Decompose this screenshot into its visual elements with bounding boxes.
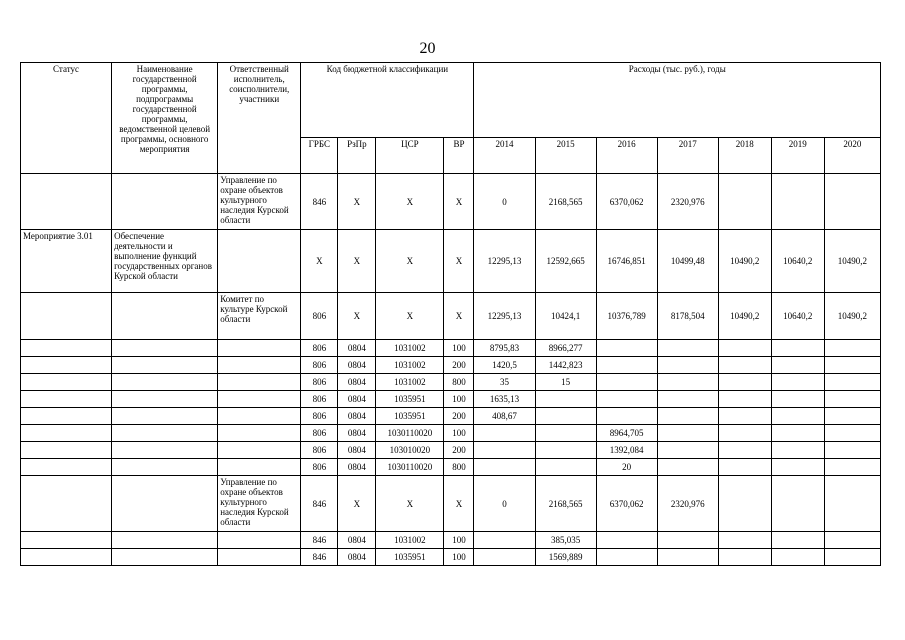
- table-cell: 0: [474, 174, 535, 230]
- table-cell: 1031002: [376, 532, 444, 549]
- table-cell: [771, 374, 824, 391]
- table-cell: 1031002: [376, 357, 444, 374]
- table-cell: [657, 425, 718, 442]
- table-cell: 8795,83: [474, 340, 535, 357]
- table-row: [21, 340, 881, 357]
- table-cell: 806: [301, 425, 338, 442]
- table-cell: 1030110020: [376, 459, 444, 476]
- table-cell: [718, 459, 771, 476]
- table-row: [21, 476, 881, 532]
- table-row: [21, 293, 881, 340]
- name-cell: [112, 408, 218, 425]
- table-cell: [535, 408, 596, 425]
- table-cell: [824, 357, 880, 374]
- table-cell: X: [444, 230, 474, 293]
- table-cell: X: [338, 293, 376, 340]
- table-cell: 2320,976: [657, 476, 718, 532]
- table-cell: X: [444, 476, 474, 532]
- table-cell: [535, 425, 596, 442]
- table-cell: [718, 442, 771, 459]
- table-cell: [657, 357, 718, 374]
- table-cell: 1035951: [376, 391, 444, 408]
- table-row: [21, 408, 881, 425]
- executor-cell: Управление по охране объектов культурного наследия Курской области: [218, 476, 301, 532]
- table-cell: 806: [301, 391, 338, 408]
- table-cell: 0804: [338, 549, 376, 566]
- name-cell: [112, 293, 218, 340]
- table-cell: 10490,2: [824, 293, 880, 340]
- subheader-cell: 2017: [657, 138, 718, 174]
- table-cell: 100: [444, 425, 474, 442]
- table-cell: X: [444, 174, 474, 230]
- table-cell: 806: [301, 293, 338, 340]
- executor-cell: [218, 442, 301, 459]
- table-cell: [771, 425, 824, 442]
- table-cell: 1569,889: [535, 549, 596, 566]
- table-cell: [824, 408, 880, 425]
- executor-cell: [218, 425, 301, 442]
- subheader-cell: ЦСР: [376, 138, 444, 174]
- table-cell: 2320,976: [657, 174, 718, 230]
- table-cell: 1035951: [376, 408, 444, 425]
- name-cell: [112, 549, 218, 566]
- table-cell: [535, 391, 596, 408]
- table-cell: [718, 174, 771, 230]
- table-cell: 8964,705: [596, 425, 657, 442]
- table-cell: 1030110020: [376, 425, 444, 442]
- status-cell: [21, 408, 112, 425]
- table-cell: [657, 408, 718, 425]
- table-cell: [824, 374, 880, 391]
- status-cell: Мероприятие 3.01: [21, 230, 112, 293]
- table-cell: 200: [444, 408, 474, 425]
- table-cell: 6370,062: [596, 174, 657, 230]
- table-cell: 408,67: [474, 408, 535, 425]
- name-cell: [112, 459, 218, 476]
- table-cell: 846: [301, 174, 338, 230]
- table-cell: [771, 532, 824, 549]
- table-cell: [535, 442, 596, 459]
- table-row: [21, 425, 881, 442]
- header-expenses: Расходы (тыс. руб.), годы: [474, 63, 881, 138]
- table-cell: [824, 549, 880, 566]
- executor-cell: [218, 230, 301, 293]
- header-row: [21, 63, 881, 138]
- table-cell: X: [376, 174, 444, 230]
- table-cell: 200: [444, 442, 474, 459]
- table-cell: 0804: [338, 340, 376, 357]
- table-cell: 0804: [338, 442, 376, 459]
- header-executor: Ответственный исполнитель, соисполнители, участники: [218, 63, 301, 174]
- table-cell: 800: [444, 459, 474, 476]
- table-cell: [657, 549, 718, 566]
- table-cell: [718, 340, 771, 357]
- status-cell: [21, 391, 112, 408]
- table-cell: 16746,851: [596, 230, 657, 293]
- table-row: [21, 230, 881, 293]
- table-cell: [771, 459, 824, 476]
- table-cell: [596, 340, 657, 357]
- budget-table: [20, 62, 881, 566]
- table-row: [21, 391, 881, 408]
- table-cell: 10640,2: [771, 293, 824, 340]
- table-cell: [474, 425, 535, 442]
- table-cell: X: [338, 476, 376, 532]
- table-cell: [596, 391, 657, 408]
- name-cell: [112, 174, 218, 230]
- table-cell: 103010020: [376, 442, 444, 459]
- table-cell: 100: [444, 532, 474, 549]
- table-cell: 10424,1: [535, 293, 596, 340]
- table-cell: [824, 532, 880, 549]
- executor-cell: [218, 391, 301, 408]
- status-cell: [21, 374, 112, 391]
- name-cell: [112, 340, 218, 357]
- table-cell: [824, 442, 880, 459]
- table-cell: [771, 549, 824, 566]
- table-cell: X: [444, 293, 474, 340]
- subheader-cell: 2014: [474, 138, 535, 174]
- table-cell: [771, 174, 824, 230]
- table-cell: [771, 391, 824, 408]
- table-cell: 12295,13: [474, 230, 535, 293]
- status-cell: [21, 442, 112, 459]
- table-row: [21, 549, 881, 566]
- table-cell: [596, 532, 657, 549]
- table-cell: 806: [301, 374, 338, 391]
- executor-cell: [218, 340, 301, 357]
- executor-cell: [218, 459, 301, 476]
- table-cell: 0804: [338, 408, 376, 425]
- status-cell: [21, 425, 112, 442]
- executor-cell: [218, 374, 301, 391]
- header-status: Статус: [21, 63, 112, 174]
- table-cell: 0804: [338, 357, 376, 374]
- table-cell: [824, 476, 880, 532]
- subheader-cell: 2015: [535, 138, 596, 174]
- table-cell: 385,035: [535, 532, 596, 549]
- status-cell: [21, 459, 112, 476]
- table-cell: 846: [301, 532, 338, 549]
- table-cell: [718, 357, 771, 374]
- table-cell: 806: [301, 408, 338, 425]
- table-cell: 846: [301, 476, 338, 532]
- table-cell: 0804: [338, 391, 376, 408]
- executor-cell: Комитет по культуре Курской области: [218, 293, 301, 340]
- executor-cell: [218, 549, 301, 566]
- table-cell: [718, 408, 771, 425]
- name-cell: [112, 532, 218, 549]
- table-cell: [718, 391, 771, 408]
- subheader-cell: ГРБС: [301, 138, 338, 174]
- table-cell: [718, 425, 771, 442]
- table-cell: X: [376, 476, 444, 532]
- table-cell: 200: [444, 357, 474, 374]
- table-cell: [771, 408, 824, 425]
- table-cell: [718, 549, 771, 566]
- table-cell: 100: [444, 340, 474, 357]
- table-row: [21, 532, 881, 549]
- name-cell: Обеспечение деятельности и выполнение функций государственных органов Курской области: [112, 230, 218, 293]
- table-cell: [535, 459, 596, 476]
- table-cell: 10490,2: [718, 293, 771, 340]
- table-cell: 100: [444, 391, 474, 408]
- table-cell: 35: [474, 374, 535, 391]
- table-cell: [718, 374, 771, 391]
- executor-cell: [218, 357, 301, 374]
- table-cell: 1035951: [376, 549, 444, 566]
- table-cell: [718, 476, 771, 532]
- status-cell: [21, 549, 112, 566]
- table-cell: 806: [301, 442, 338, 459]
- table-cell: 20: [596, 459, 657, 476]
- name-cell: [112, 357, 218, 374]
- table-cell: 2168,565: [535, 174, 596, 230]
- executor-cell: Управление по охране объектов культурного наследия Курской области: [218, 174, 301, 230]
- table-cell: 10640,2: [771, 230, 824, 293]
- table-cell: 6370,062: [596, 476, 657, 532]
- executor-cell: [218, 408, 301, 425]
- table-cell: [771, 357, 824, 374]
- table-cell: X: [301, 230, 338, 293]
- table-cell: [824, 174, 880, 230]
- status-cell: [21, 174, 112, 230]
- table-cell: [718, 532, 771, 549]
- header-name: Наименование государственной программы, подпрограммы государственной программы, ведомственной целевой программы, основного мероприятия: [112, 63, 218, 174]
- table-cell: 800: [444, 374, 474, 391]
- table-cell: 12592,665: [535, 230, 596, 293]
- table-cell: 8966,277: [535, 340, 596, 357]
- table-cell: [474, 532, 535, 549]
- table-cell: 0804: [338, 374, 376, 391]
- table-cell: X: [338, 174, 376, 230]
- status-cell: [21, 532, 112, 549]
- table-cell: 1031002: [376, 340, 444, 357]
- table-cell: 0804: [338, 425, 376, 442]
- table-cell: [657, 459, 718, 476]
- table-cell: 100: [444, 549, 474, 566]
- table-cell: [771, 442, 824, 459]
- table-cell: [657, 340, 718, 357]
- subheader-cell: ВР: [444, 138, 474, 174]
- table-cell: X: [376, 230, 444, 293]
- table-cell: 10490,2: [718, 230, 771, 293]
- table-cell: [824, 391, 880, 408]
- status-cell: [21, 340, 112, 357]
- table-row: [21, 374, 881, 391]
- table-cell: [771, 340, 824, 357]
- name-cell: [112, 476, 218, 532]
- table-cell: [596, 549, 657, 566]
- status-cell: [21, 293, 112, 340]
- table-cell: 1392,084: [596, 442, 657, 459]
- table-cell: [824, 425, 880, 442]
- table-cell: 0: [474, 476, 535, 532]
- status-cell: [21, 357, 112, 374]
- name-cell: [112, 374, 218, 391]
- table-cell: 1442,823: [535, 357, 596, 374]
- table-cell: [474, 549, 535, 566]
- table-cell: [657, 391, 718, 408]
- table-cell: [596, 374, 657, 391]
- header-budget-code: Код бюджетной классификации: [301, 63, 474, 138]
- table-cell: 1031002: [376, 374, 444, 391]
- table-row: [21, 357, 881, 374]
- table-cell: [657, 374, 718, 391]
- table-cell: 15: [535, 374, 596, 391]
- subheader-cell: 2020: [824, 138, 880, 174]
- table-cell: 806: [301, 340, 338, 357]
- executor-cell: [218, 532, 301, 549]
- subheader-cell: 2019: [771, 138, 824, 174]
- name-cell: [112, 425, 218, 442]
- table-cell: [771, 476, 824, 532]
- table-cell: 1420,5: [474, 357, 535, 374]
- table-cell: [657, 442, 718, 459]
- table-cell: [596, 408, 657, 425]
- table-cell: [657, 532, 718, 549]
- table-cell: [596, 357, 657, 374]
- table-cell: 2168,565: [535, 476, 596, 532]
- page-number: 20: [419, 40, 436, 57]
- table-cell: 8178,504: [657, 293, 718, 340]
- table-cell: 1635,13: [474, 391, 535, 408]
- table-cell: 10490,2: [824, 230, 880, 293]
- table-cell: [474, 459, 535, 476]
- table-cell: 0804: [338, 459, 376, 476]
- table-cell: 806: [301, 357, 338, 374]
- subheader-cell: 2018: [718, 138, 771, 174]
- table-row: [21, 442, 881, 459]
- table-cell: 0804: [338, 532, 376, 549]
- table-cell: 10499,48: [657, 230, 718, 293]
- table-cell: 806: [301, 459, 338, 476]
- subheader-cell: РзПр: [338, 138, 376, 174]
- table-cell: 12295,13: [474, 293, 535, 340]
- table-cell: [824, 459, 880, 476]
- table-row: [21, 174, 881, 230]
- status-cell: [21, 476, 112, 532]
- table-cell: 10376,789: [596, 293, 657, 340]
- table-cell: [824, 340, 880, 357]
- table-cell: [474, 442, 535, 459]
- table-cell: 846: [301, 549, 338, 566]
- table-cell: X: [376, 293, 444, 340]
- subheader-cell: 2016: [596, 138, 657, 174]
- table-cell: X: [338, 230, 376, 293]
- table-row: [21, 459, 881, 476]
- name-cell: [112, 442, 218, 459]
- name-cell: [112, 391, 218, 408]
